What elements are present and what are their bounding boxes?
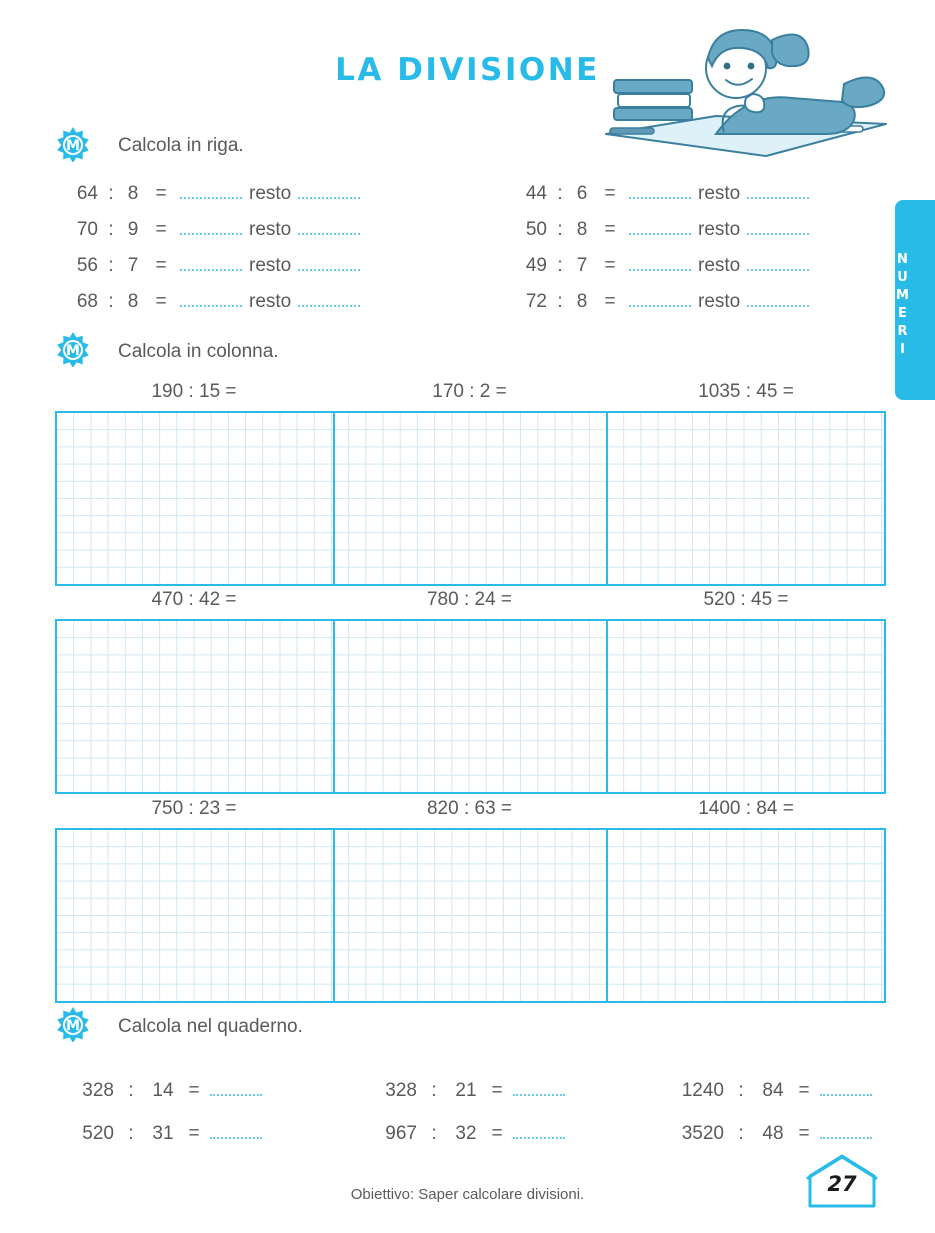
operator: :	[431, 1080, 437, 1101]
column-label: 170 : 2 =	[432, 381, 507, 402]
resto-label: resto	[249, 255, 292, 276]
side-tab-numeri	[895, 200, 935, 400]
column-label: 470 : 42 =	[151, 589, 237, 610]
equals: =	[188, 1080, 200, 1101]
operator: :	[431, 1123, 437, 1144]
operand-2: 7	[127, 255, 139, 276]
equals: =	[604, 291, 616, 312]
operator: :	[557, 291, 563, 312]
remainder-blank[interactable]	[747, 290, 809, 307]
equals: =	[798, 1123, 810, 1144]
operand-2: 14	[152, 1080, 174, 1101]
answer-blank[interactable]	[210, 1122, 262, 1139]
column-work-grid[interactable]	[55, 411, 886, 586]
remainder-blank[interactable]	[298, 182, 360, 199]
quaderno-row	[672, 1079, 872, 1102]
grid-divider	[606, 621, 608, 792]
operand-1: 56	[76, 255, 98, 276]
resto-label: resto	[249, 219, 292, 240]
resto-label: resto	[249, 183, 292, 204]
operand-2: 21	[455, 1080, 477, 1101]
grid-divider	[333, 621, 335, 792]
quaderno-row	[365, 1079, 565, 1102]
operand-1: 3520	[681, 1123, 724, 1144]
answer-blank[interactable]	[629, 290, 691, 307]
operand-2: 7	[576, 255, 588, 276]
operator: :	[128, 1080, 134, 1101]
equals: =	[491, 1080, 503, 1101]
operand-1: 64	[76, 183, 98, 204]
resto-label: resto	[698, 255, 741, 276]
equals: =	[155, 291, 167, 312]
answer-blank[interactable]	[820, 1122, 872, 1139]
operator: :	[108, 255, 114, 276]
operand-2: 9	[127, 219, 139, 240]
operand-2: 8	[576, 219, 588, 240]
operand-2: 48	[762, 1123, 784, 1144]
section-badge-1	[55, 126, 91, 162]
answer-blank[interactable]	[180, 290, 242, 307]
equals: =	[798, 1080, 810, 1101]
operand-2: 31	[152, 1123, 174, 1144]
page-number: 27	[827, 1172, 857, 1196]
operand-1: 70	[76, 219, 98, 240]
section-badge-letter-1: M	[66, 138, 80, 154]
column-work-grid[interactable]	[55, 619, 886, 794]
column-label: 520 : 45 =	[703, 589, 789, 610]
column-label: 1035 : 45 =	[698, 381, 794, 402]
operator: :	[108, 183, 114, 204]
section-badge-letter-2: M	[66, 343, 80, 359]
grid-divider	[333, 830, 335, 1001]
equals: =	[155, 183, 167, 204]
answer-blank[interactable]	[629, 182, 691, 199]
column-label: 1400 : 84 =	[698, 798, 794, 819]
riga-row	[513, 182, 809, 205]
answer-blank[interactable]	[180, 182, 242, 199]
column-label: 820 : 63 =	[426, 798, 513, 819]
section-badge-2	[55, 331, 91, 367]
operand-2: 8	[576, 291, 588, 312]
answer-blank[interactable]	[513, 1079, 565, 1096]
section-badge-3	[55, 1006, 91, 1042]
equals: =	[155, 219, 167, 240]
remainder-blank[interactable]	[747, 182, 809, 199]
operand-1: 520	[82, 1123, 114, 1144]
quaderno-row	[672, 1122, 872, 1145]
instruction-2: Calcola in colonna.	[118, 341, 279, 362]
page-title: LA DIVISIONE	[335, 52, 600, 88]
resto-label: resto	[698, 183, 741, 204]
quaderno-row	[62, 1122, 262, 1145]
column-label: 190 : 15 =	[151, 381, 237, 402]
operand-1: 328	[82, 1080, 114, 1101]
side-tab-label: NUMERI	[895, 252, 910, 360]
resto-label: resto	[249, 291, 292, 312]
remainder-blank[interactable]	[298, 218, 360, 235]
column-label: 780 : 24 =	[426, 589, 513, 610]
operator: :	[557, 255, 563, 276]
equals: =	[188, 1123, 200, 1144]
grid-divider	[606, 413, 608, 584]
riga-row	[64, 290, 360, 313]
equals: =	[604, 255, 616, 276]
riga-row	[513, 254, 809, 277]
operand-2: 8	[127, 291, 139, 312]
remainder-blank[interactable]	[747, 218, 809, 235]
operand-2: 84	[762, 1080, 784, 1101]
riga-row	[64, 182, 360, 205]
riga-row	[513, 290, 809, 313]
operand-1: 68	[76, 291, 98, 312]
operator: :	[738, 1123, 744, 1144]
resto-label: resto	[698, 219, 741, 240]
operand-1: 967	[385, 1123, 417, 1144]
answer-blank[interactable]	[180, 254, 242, 271]
operand-1: 1240	[681, 1080, 724, 1101]
column-label: 750 : 23 =	[151, 798, 237, 819]
riga-row	[513, 218, 809, 241]
answer-blank[interactable]	[180, 218, 242, 235]
operand-2: 6	[576, 183, 588, 204]
resto-label: resto	[698, 291, 741, 312]
operator: :	[108, 291, 114, 312]
answer-blank[interactable]	[629, 254, 691, 271]
operator: :	[557, 183, 563, 204]
operand-1: 50	[525, 219, 547, 240]
equals: =	[604, 183, 616, 204]
grid-divider	[606, 830, 608, 1001]
quaderno-row	[365, 1122, 565, 1145]
operand-1: 49	[525, 255, 547, 276]
answer-blank[interactable]	[513, 1122, 565, 1139]
operand-1: 44	[525, 183, 547, 204]
remainder-blank[interactable]	[298, 290, 360, 307]
remainder-blank[interactable]	[298, 254, 360, 271]
riga-row	[64, 218, 360, 241]
objective-text: Obiettivo: Saper calcolare divisioni.	[350, 1186, 585, 1203]
operator: :	[108, 219, 114, 240]
operand-2: 8	[127, 183, 139, 204]
equals: =	[604, 219, 616, 240]
answer-blank[interactable]	[210, 1079, 262, 1096]
answer-blank[interactable]	[629, 218, 691, 235]
answer-blank[interactable]	[820, 1079, 872, 1096]
column-work-grid[interactable]	[55, 828, 886, 1003]
instruction-3: Calcola nel quaderno.	[118, 1016, 303, 1037]
operator: :	[128, 1123, 134, 1144]
student-illustration	[596, 6, 896, 166]
grid-divider	[333, 413, 335, 584]
equals: =	[155, 255, 167, 276]
operator: :	[557, 219, 563, 240]
operand-1: 328	[385, 1080, 417, 1101]
riga-row	[64, 254, 360, 277]
operator: :	[738, 1080, 744, 1101]
remainder-blank[interactable]	[747, 254, 809, 271]
instruction-1: Calcola in riga.	[118, 135, 244, 156]
section-badge-letter-3: M	[66, 1018, 80, 1034]
equals: =	[491, 1123, 503, 1144]
operand-2: 32	[455, 1123, 477, 1144]
operand-1: 72	[525, 291, 547, 312]
quaderno-row	[62, 1079, 262, 1102]
page-number-badge	[806, 1152, 878, 1210]
